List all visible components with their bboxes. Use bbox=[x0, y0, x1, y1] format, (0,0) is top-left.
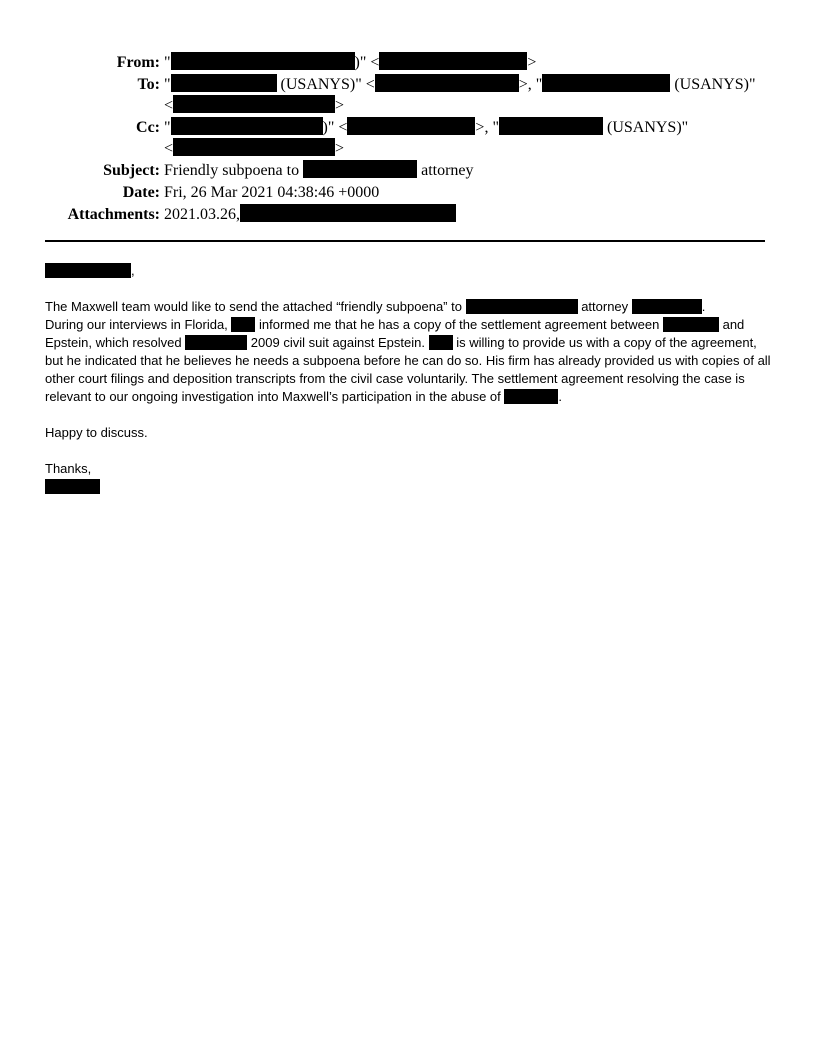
quote-text: " bbox=[164, 54, 171, 71]
to-label: To: bbox=[137, 76, 160, 93]
date-label: Date: bbox=[122, 184, 160, 201]
cc-text: >, " bbox=[475, 119, 499, 136]
greeting-text: , bbox=[131, 263, 135, 278]
body-text: . bbox=[558, 389, 562, 404]
cc-text: < bbox=[164, 140, 174, 157]
redaction-block bbox=[173, 138, 335, 156]
redaction-block bbox=[303, 160, 417, 178]
subject-value bbox=[164, 160, 774, 181]
body-paragraph bbox=[45, 298, 775, 406]
cc-text: > bbox=[335, 140, 345, 157]
to-text: (USANYS)" < bbox=[276, 76, 375, 93]
subject-label: Subject: bbox=[103, 162, 160, 179]
redaction-block bbox=[231, 317, 255, 332]
from-text: > bbox=[527, 54, 537, 71]
body-text: During our interviews in Florida, bbox=[45, 317, 232, 332]
signature-redaction bbox=[45, 479, 100, 494]
cc-text: (USANYS)" bbox=[602, 119, 689, 136]
closing-text: Thanks, bbox=[45, 461, 92, 476]
cc-label: Cc: bbox=[136, 119, 160, 136]
redaction-block bbox=[632, 299, 702, 314]
subject-text: attorney bbox=[417, 162, 474, 179]
attachment-text: 2021.03.26, bbox=[164, 206, 240, 223]
body-text: is willing to provide us with a copy of the agreement, but he indicated that he believes he needs a subpoena before he can do so. His firm has already provided us with copies of all other court filings and deposition transcripts from the civil case voluntarily. The settlement agreement resolving the case is relevant to our ongoing investigation into Maxwell’s participation in the abuse of bbox=[45, 335, 771, 404]
email-body bbox=[45, 262, 775, 494]
redaction-block bbox=[375, 74, 519, 92]
redaction-block bbox=[347, 117, 475, 135]
to-value bbox=[164, 74, 774, 116]
body-paragraph: Happy to discuss. bbox=[45, 425, 148, 440]
redaction-block bbox=[379, 52, 527, 70]
body-text: The Maxwell team would like to send the attached “friendly subpoena” to bbox=[45, 299, 466, 314]
body-text: . bbox=[701, 299, 706, 314]
body-text: 2009 civil suit against Epstein. bbox=[247, 335, 429, 350]
cc-text: " bbox=[164, 119, 171, 136]
greeting bbox=[45, 262, 775, 280]
to-text: > bbox=[335, 97, 345, 114]
redaction-block bbox=[504, 389, 558, 404]
from-value bbox=[164, 52, 774, 73]
redaction-block bbox=[542, 74, 670, 92]
date-row bbox=[0, 182, 816, 203]
redaction-block bbox=[429, 335, 453, 350]
cc-row bbox=[0, 117, 816, 159]
closing bbox=[45, 460, 775, 494]
from-label: From: bbox=[116, 54, 160, 71]
from-text: )" < bbox=[354, 54, 380, 71]
redaction-block bbox=[173, 95, 335, 113]
body-text: attorney bbox=[577, 299, 632, 314]
to-text: " bbox=[164, 76, 171, 93]
redaction-block bbox=[466, 299, 578, 314]
cc-value bbox=[164, 117, 774, 159]
attachments-row bbox=[0, 204, 816, 225]
redaction-block bbox=[171, 117, 323, 135]
date-value: Fri, 26 Mar 2021 04:38:46 +0000 bbox=[164, 184, 380, 201]
to-text: >, " bbox=[518, 76, 543, 93]
redaction-block bbox=[499, 117, 603, 135]
redaction-block bbox=[240, 204, 456, 222]
body-text: informed me that he has a copy of the settlement agreement between bbox=[255, 317, 663, 332]
to-row bbox=[0, 74, 816, 116]
body-text: and Epstein, which resolved bbox=[45, 317, 745, 350]
to-text: < bbox=[164, 97, 174, 114]
attachments-label: Attachments: bbox=[67, 206, 160, 223]
from-row bbox=[0, 52, 816, 73]
redaction-block bbox=[171, 52, 355, 70]
subject-text: Friendly subpoena to bbox=[164, 162, 304, 179]
redaction-block bbox=[663, 317, 719, 332]
header-divider bbox=[45, 240, 765, 242]
redaction-block bbox=[185, 335, 247, 350]
cc-text: )" < bbox=[322, 119, 348, 136]
redaction-block bbox=[45, 263, 131, 278]
email-header bbox=[0, 52, 816, 226]
redaction-block bbox=[171, 74, 277, 92]
to-text: (USANYS)" bbox=[670, 76, 756, 93]
attachments-value bbox=[164, 204, 774, 225]
subject-row bbox=[0, 160, 816, 181]
